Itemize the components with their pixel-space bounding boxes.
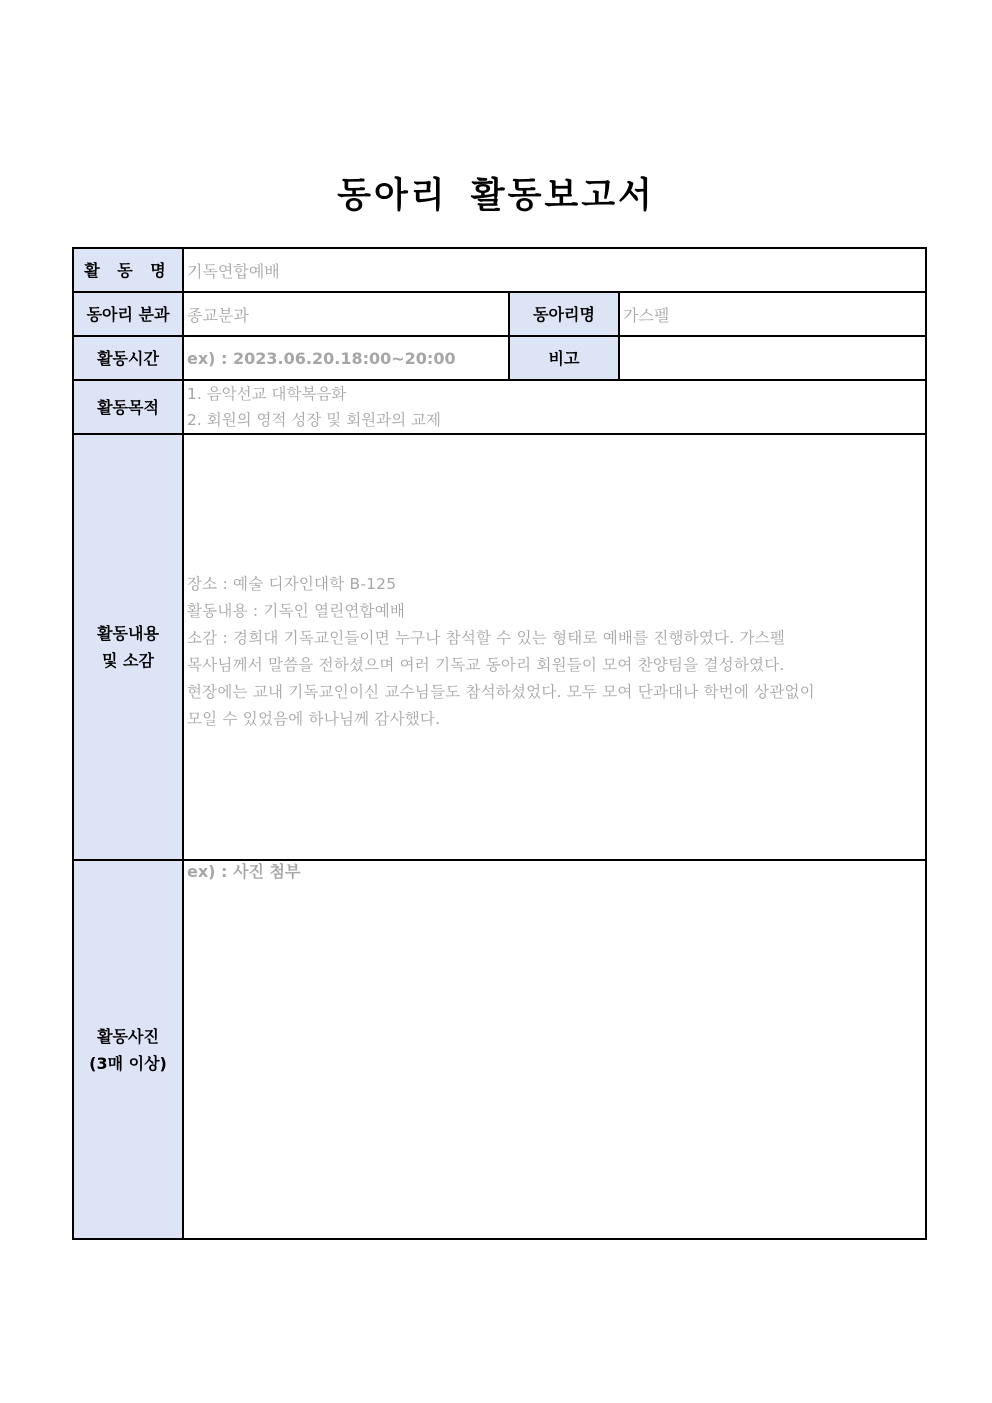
remarks-label: 비고 [509, 336, 619, 380]
content-line-5: 현장에는 교내 기독교인이신 교수님들도 참석하셨었다. 모두 모여 단과대나 학번에 상관없이 [187, 683, 815, 701]
row-activity-name [73, 248, 926, 292]
activity-name-field[interactable]: 기독연합예배 [183, 248, 926, 292]
purpose-field[interactable] [183, 380, 926, 434]
club-division-field[interactable]: 종교분과 [183, 292, 509, 336]
photos-hint: ex) : 사진 첨부 [187, 862, 301, 881]
remarks-field[interactable] [619, 336, 926, 380]
purpose-line-2: 2. 회원의 영적 성장 및 회원과의 교제 [187, 411, 441, 429]
purpose-label: 활동목적 [73, 380, 183, 434]
activity-time-label: 활동시간 [73, 336, 183, 380]
activity-time-field[interactable]: ex) : 2023.06.20.18:00~20:00 [183, 336, 509, 380]
club-division-label: 동아리 분과 [73, 292, 183, 336]
content-line-4: 목사님께서 말씀을 전하셨으며 여러 기독교 동아리 회원들이 모여 찬양팀을 결성하였다. [187, 656, 785, 674]
content-label: 활동내용 및 소감 [73, 434, 183, 860]
photos-label: 활동사진 (3매 이상) [73, 860, 183, 1239]
content-line-1: 장소 : 예술 디자인대학 B-125 [187, 575, 397, 593]
club-name-field[interactable]: 가스펠 [619, 292, 926, 336]
content-line-3: 소감 : 경희대 기독교인들이면 누구나 참석할 수 있는 형태로 예배를 진행하였다. 가스펠 [187, 629, 786, 647]
row-club-info [73, 292, 926, 336]
club-name-label: 동아리명 [509, 292, 619, 336]
activity-report-table [72, 247, 927, 1240]
content-field[interactable] [183, 434, 926, 860]
photos-field[interactable] [183, 860, 926, 1239]
document-title: 동아리 활동보고서 [337, 176, 655, 216]
activity-name-label: 활 동 명 [73, 248, 183, 292]
row-activity-time [73, 336, 926, 380]
content-line-2: 활동내용 : 기독인 열린연합예배 [187, 602, 406, 620]
content-line-6: 모일 수 있었음에 하나님께 감사했다. [187, 710, 441, 728]
purpose-line-1: 1. 음악선교 대학복음화 [187, 385, 347, 403]
row-photos [73, 860, 926, 1239]
row-content [73, 434, 926, 860]
row-purpose [73, 380, 926, 434]
